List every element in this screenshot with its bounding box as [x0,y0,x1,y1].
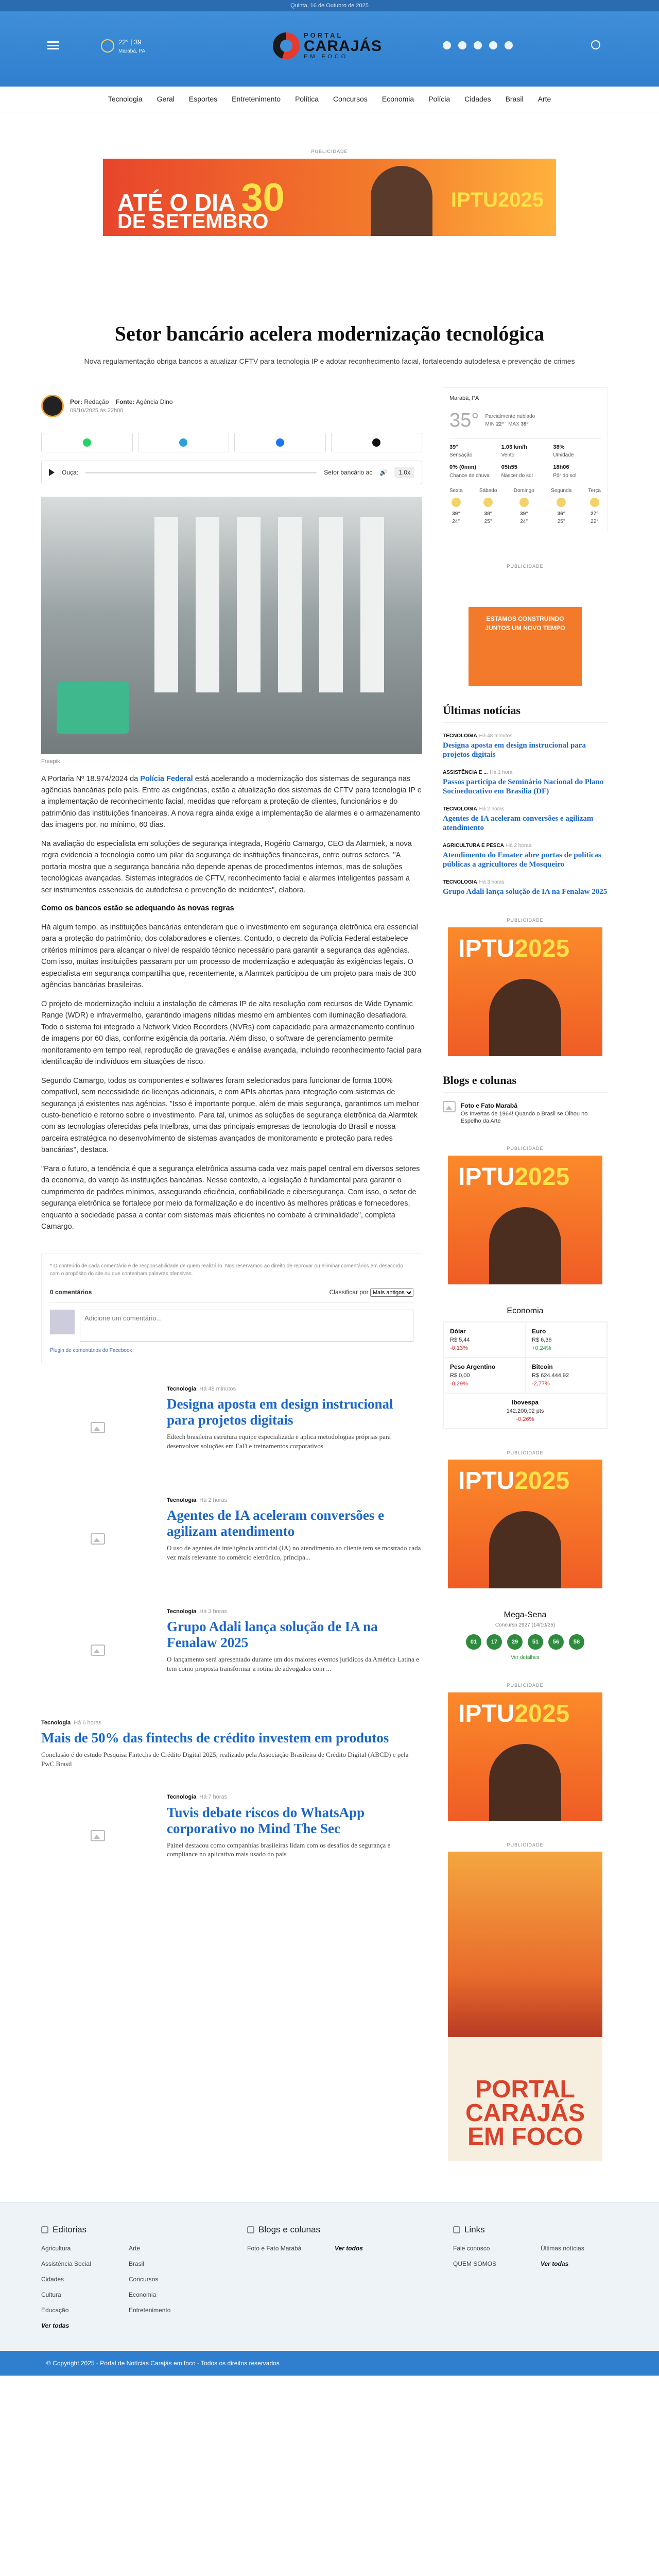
commenter-avatar [50,1310,75,1334]
footer-link[interactable]: Assistência Social [41,2260,91,2267]
latest-item[interactable]: AGRICULTURA E PESCA Há 2 horas Atendimento do Emater abre portas de políticas públicas a agricultores de Mosqueiro [443,843,601,869]
nav-item[interactable]: Entretenimento [232,95,281,103]
play-icon[interactable] [49,469,55,476]
whatsapp-icon [83,438,91,447]
footer-link[interactable]: Economia [129,2291,157,2298]
blog-desc: Os Invertas de 1964! Quando o Brasil se Olhou no Espelho da Arte [460,1110,588,1124]
weather-stats: 39° Sensação 1.03 km/h Vento 38% Umidade 0% (0mm) Chance de chuva 05h55 Nascer do sol 18h06 Pôr do sol [449,438,601,480]
twitter-icon[interactable] [458,41,466,49]
comments-section [41,1253,422,1363]
footer-more-link[interactable]: Ver todos [335,2244,363,2252]
mega-contest: Concurso 2927 (14/10/25) [495,1622,556,1629]
related-excerpt: O lançamento será apresentado durante um dos maiores eventos jurídicos da América Latina e tem como proposta transformar a rotina de advogados com ... [167,1655,419,1672]
paragraph: A Portaria Nº 18.974/2024 da Polícia Federal está acelerando a modernização dos sistemas de segurança nas agências bancárias pelo país. Entre as exigências, estão a atualização dos sistemas de CFTV para tecnologia IP e a implementação de reconhecimento facial, medidas que reforçam a proteção de clientes, funcionários e do patrimônio das instituições financeiras. A nova regra ainda exige a implementação de alarmes e o armazenamento das imagens por, no mínimo, 60 dias. [41,774,422,829]
site-footer [0,2202,659,2351]
photo-caption: Freepik [41,758,60,765]
main-nav [0,87,659,112]
author-avatar [41,395,64,417]
paragraph: Na avaliação do especialista em soluções de segurança integrada, Rogério Camargo, CEO da Alarmtek, a nova regra evidencia a tecnologia como um pilar da segurança de instituições financeiras, entre outros setores. "A portaria mostra que a segurança bancária não depende apenas de procedimentos internos, mas de soluções tecnológicas avançadas. Sistemas integrados de CFTV, reconhecimento facial e alarmes inteligentes passam a ser instrumentos essenciais de autodefesa e prevenção de incidentes", elabora. [41,839,412,894]
weather-city: Marabá, PA [118,48,146,54]
paragraph: "Para o futuro, a tendência é que a segurança eletrônica assuma cada vez mais papel central em diversos setores da economia, do varejo às instituições bancárias. Nesse contexto, a legislação é fundamental para garantir o cumprimento de padrões mínimos, assegurando eficiência, confiabilidade e cibersegurança. Com isso, o setor de segurança eletrônica se fortalece por meio da formalização e do incentivo às melhores práticas e fornecedores, enquanto a sociedade passa a contar com sistemas mais eficientes no combate à criminalidade", completa Camargo. [41,1164,420,1231]
sun-icon [101,39,114,53]
article-date: 09/10/2025 às 22h00 [70,407,124,414]
player-speed[interactable]: 1.0x [394,467,414,478]
x-icon [372,438,380,447]
mega-ball: 01 [466,1634,481,1650]
logo-line2: CARAJÁS [304,38,383,55]
comments-note: * O conteúdo de cada comentário é de responsabilidade de quem realizá-lo. Nos reservamos ao direito de reprovar ou eliminar comentários em desacordo com o propósito do site ou que contenham palavras ofensivas. [50,1262,413,1282]
footer-link[interactable]: Últimas notícias [541,2244,584,2252]
iptu-ad[interactable]: IPTU2025 [448,1460,602,1588]
mega-sena-widget [443,1609,608,1662]
weather-temp: 35° [449,409,479,431]
copyright-text: © Copyright 2025 - Portal de Notícias Carajás em foco - Todos os direitos reservados [46,2359,280,2367]
forecast-icon [590,498,599,507]
mega-ball: 17 [487,1634,502,1650]
facebook-icon [276,438,284,447]
footer-link[interactable]: Arte [129,2244,141,2252]
site-header [0,11,659,87]
byline: Por: Redação Fonte: Agência Dino 09/10/2025 às 22h00 [41,387,422,425]
paragraph: O projeto de modernização incluiu a instalação de câmeras IP de alta resolução com recursos de Wide Dynamic Range (WDR) e infravermelho, garantindo imagens nítidas mesmo em ambientes com iluminação desafiadora. Todo o sistema foi integrado a Network Video Recorders (NVRs) com capacidade para armazenamento contínuo de imagens por 60 dias, conforme exigência da portaria. Além disso, o software de gerenciamento permite monitoramento em tempo real, reprodução de gravações e análise avançada, incluindo reconhecimento facial para identificação de indivíduos em situações de risco. [41,999,422,1066]
forecast-icon [557,498,566,507]
whatsapp-icon[interactable] [505,41,513,49]
mega-ball: 51 [528,1634,543,1650]
ad-person-image [489,1744,561,1821]
telegram-icon [179,438,187,447]
related-excerpt: Conclusão é do estudo Pesquisa Fintechs de Crédito Digital 2025, realizado pela Associação Brasileira de Crédito Digital (ABCD) e pela PwC Brasil [41,1751,409,1768]
related-excerpt: Painel destacou como companhias brasileiras lidam com os desafios de segurança e compliance no aplicativo mais usado do país [167,1841,391,1858]
facebook-icon[interactable] [443,41,451,49]
nav-item[interactable]: Esportes [188,95,218,103]
iptu-ad[interactable]: IPTU2025 [448,1156,602,1284]
sidebar: Marabá, PA 35° Parcialmente nublado MIN 22° MAX 39° 39° Sensação 1.03 km/h Vento 38% Umidade 0% (0mm) Chance de chuva 05h55 Nascer do sol 18h06 Pôr do sol Sexta 39° 24° Sábado 38° 25° Domingo 39° 24° Segunda 36° 25° Terça 27° 22° PUBLICIDADE ESTAMOS CONSTRUINDO JUNTOS UM NOVO TEMPO Últimas notícias TECNOLOGIA Há 48 minutos Designa aposta em design instrucional para projetos digitais ASSISTÊNCIA E ... Há 1 hora Passos participa de Seminário Nacional do Plano Socioeducativo em Brasília (DF) TECNOLOGIA Há 2 horas Agentes de IA aceleram conversões e agilizam atendimento AGRICULTURA E PESCA Há 2 horas Atendimento do Emater abre portas de políticas públicas a agricultores de Mosqueiro TECNOLOGIA Há 3 horas Grupo Adali lança solução de IA na Fenalaw 2025 PUBLICIDADE IPTU2025 Blogs e colunas Foto e Fato Marabá Os Invertas de 1964! Quando o Brasil se Olhou no Espelho da Arte PUBLICIDADE IPTU2025 Economia Dólar R$ 5,44 -0,13% Euro R$ 6,36 +0,24% Peso Argentino R$ 0,00 -0,29% Bitcoin R$ 624.444,92 -2,77% Ibovespa 142.200,02 pts -0,26% PUBLICIDADE IPTU2025 Mega-Sena Concurso 2927 (14/10/25) 01 17 29 51 56 58 Ver detalhes PUBLICIDADE IPTU2025 PUBLICIDADE PORTAL CARAJÁS EM FOCO [443,387,608,2161]
footer-link[interactable]: Concursos [129,2275,159,2283]
image-placeholder-icon [91,1533,105,1545]
mega-ball: 29 [507,1634,523,1650]
footer-links: Links Fale conosco Últimas notícias QUEM SOMOS Ver todas [453,2223,628,2330]
comments-count: 0 comentários [50,1288,92,1296]
volume-icon[interactable]: 🔊 [379,469,388,476]
sidebar-ad[interactable]: PUBLICIDADE ESTAMOS CONSTRUINDO JUNTOS UM NOVO TEMPO [443,563,608,687]
header-weather[interactable]: 22° | 39 Marabá, PA [101,37,145,55]
iptu-ad[interactable]: IPTU2025 [448,1692,602,1821]
share-buttons [41,433,422,452]
article-subheading: Como os bancos estão se adequando às novas regras [41,904,234,913]
instagram-icon[interactable] [474,41,482,49]
search-icon[interactable] [591,40,600,49]
footer-link[interactable]: Foto e Fato Marabá [247,2244,302,2252]
nav-item[interactable]: Tecnologia [108,95,143,103]
current-date: Quinta, 16 de Outubro de 2025 [290,3,369,9]
weather-forecast: Sexta 39° 24° Sábado 38° 25° Domingo 39° 24° Segunda 36° 25° Terça 27° 22° [449,487,601,524]
forecast-icon [483,498,493,507]
related-item[interactable]: Tecnologia Há 48 minutos Designa aposta em design instrucional para projetos digitais Edtech brasileira estrutura equipe especializada e aplica metodologias próprias para desenvolver soluções em EaD e treinamentos corporativos [41,1384,422,1471]
youtube-icon[interactable] [489,41,497,49]
footer-link[interactable]: Cidades [41,2275,64,2283]
thumbnail [41,1384,154,1471]
blogs-title: Blogs e colunas [443,1072,608,1093]
related-item[interactable]: Tecnologia Há 7 horas Tuvis debate riscos do WhatsApp corporativo no Mind The Sec Painel destacou como companhias brasileiras lidam com os desafios de segurança e compliance no aplicativo mais usado do país [41,1792,422,1879]
portal-tall-ad[interactable] [448,1852,602,2161]
share-x-button[interactable] [331,433,423,452]
economy-widget: Economia Dólar R$ 5,44 -0,13% Euro R$ 6,36 +0,24% Peso Argentino R$ 0,00 -0,29% Bitcoin R$ 624.444,92 -2,77% Ibovespa 142.200,02 pts -0,26% [443,1305,608,1429]
related-title[interactable]: Agentes de IA aceleram conversões e agilizam atendimento [167,1507,385,1539]
thumbnail [41,1792,154,1879]
ad-label: PUBLICIDADE [311,149,348,154]
footer-link[interactable]: Brasil [129,2260,145,2267]
blog-icon [247,2226,254,2233]
related-excerpt: Edtech brasileira estrutura equipe especializada e aplica metodologias próprias para desenvolver soluções em EaD e treinamentos corporativos [167,1433,391,1450]
weather-max: 39 [134,38,142,46]
footer-link[interactable]: QUEM SOMOS [453,2260,497,2267]
logo-line3: EM FOCO [304,54,349,60]
article-heading [0,298,659,387]
article-main [41,387,422,2161]
player-title: Setor bancário ac [324,469,373,476]
logo-line1: PORTAL [304,31,343,39]
blog-name: Foto e Fato Marabá [460,1101,517,1109]
latest-item[interactable]: TECNOLOGIA Há 2 horas Agentes de IA aceleram conversões e agilizam atendimento [443,806,594,832]
player-label: Ouça: [62,469,79,476]
related-title[interactable]: Mais de 50% das fintechs de crédito investem em produtos [41,1730,389,1746]
mega-details-link[interactable]: Ver detalhes [511,1655,540,1661]
nav-item[interactable]: Brasil [505,95,524,103]
footer-link[interactable]: Agricultura [41,2244,71,2252]
image-placeholder-icon [443,1101,456,1112]
nav-item[interactable]: Arte [537,95,551,103]
paragraph: Há algum tempo, as instituições bancárias entenderam que o investimento em segurança eletrônica era essencial para a proteção do patrimônio, dos colaboradores e clientes. Contudo, o decreto da Polícia Federal estabelece critérios mínimos para alcançar o nível de respaldo técnico necessário para garantir a segurança das agências. Com isso, muitas instituições passaram por um processo de modernização e adequação às exigências legais. O especialista em segurança compartilha que, recentemente, a Alarmtek participou de um projeto para mais de 300 agências bancárias brasileiras. [41,923,418,990]
nav-item[interactable]: Cidades [464,95,491,103]
related-item[interactable]: Tecnologia Há 3 horas Grupo Adali lança solução de IA na Fenalaw 2025 O lançamento será apresentado durante um dos maiores eventos jurídicos da América Latina e tem como proposta transformar a rotina de advogados com ... [41,1606,422,1694]
ad-person-image [489,979,561,1056]
sidebar-ad-text: ESTAMOS CONSTRUINDO JUNTOS UM NOVO TEMPO [485,615,565,632]
sort-select[interactable] [370,1289,413,1297]
player-progress[interactable] [85,472,317,473]
latest-news-title: Últimas notícias [443,702,608,723]
footer-link[interactable]: Fale conosco [453,2244,490,2252]
nav-item[interactable]: Polícia [428,95,450,103]
footer-blogs: Blogs e colunas Foto e Fato Marabá Ver todos [247,2223,422,2330]
economy-title: Economia [507,1306,544,1315]
ad-line1: ATÉ O DIA 30 [117,175,285,219]
image-placeholder-icon [91,1645,105,1656]
ad-line2: DE SETEMBRO [117,210,269,233]
article-subtitle: Nova regulamentação obriga bancos a atualizar CFTV para tecnologia IP e adotar reconhecimento facial, fortalecendo autodefesa e prevenção de crimes [84,357,575,365]
image-placeholder-icon [91,1830,105,1841]
nav-item[interactable]: Política [295,95,319,103]
ad-person-image [489,1511,561,1588]
top-date-bar [0,0,659,11]
author-name: Redação [84,398,109,405]
ad-person-image [489,1207,561,1284]
weather-widget: Marabá, PA 35° Parcialmente nublado MIN 22° MAX 39° 39° Sensação 1.03 km/h Vento 38% Umidade 0% (0mm) Chance de chuva 05h55 Nascer do sol 18h06 Pôr do sol Sexta 39° 24° Sábado 38° 25° Domingo 39° 24° Segunda 36° 25° Terça 27° 22° [443,387,608,532]
thumbnail [41,1606,154,1694]
related-title[interactable]: Grupo Adali lança solução de IA na Fenalaw 2025 [167,1619,378,1651]
nav-item[interactable]: Economia [381,95,414,103]
latest-item[interactable]: ASSISTÊNCIA E ... Há 1 hora Passos participa de Seminário Nacional do Plano Socioeducativo em Brasília (DF) [443,770,604,795]
related-title[interactable]: Tuvis debate riscos do WhatsApp corporativo no Mind The Sec [167,1804,365,1836]
footer-link[interactable]: Entretenimento [129,2306,171,2314]
link-icon [453,2226,460,2233]
weather-location: Marabá, PA [449,395,479,401]
weather-now: 22° [118,38,129,46]
forecast-icon [519,498,529,507]
tall-ad-text: PORTAL CARAJÁS EM FOCO [465,2076,585,2150]
footer-more-link[interactable]: Ver todas [41,2321,70,2329]
ad-day: 30 [241,175,285,219]
mega-title: Mega-Sena [504,1611,547,1620]
related-item[interactable]: Tecnologia Há 2 horas Agentes de IA aceleram conversões e agilizam atendimento O uso de agentes de inteligência artificial (IA) no atendimento ao cliente tem se mostrado cada vez mais relevante no comércio eletrônico, principa... [41,1495,422,1583]
sort-label: Classificar por [329,1288,369,1296]
share-facebook-button[interactable] [234,433,326,452]
related-item[interactable]: Tecnologia Há 6 horas Mais de 50% das fintechs de crédito investem em produtos Conclusão é do estudo Pesquisa Fintechs de Crédito Digital 2025, realizado pela Associação Brasileira de Crédito Digital (ABCD) e pela PwC Brasil [41,1718,422,1769]
nav-item[interactable]: Concursos [333,95,368,103]
mega-ball: 58 [569,1634,584,1650]
nav-item[interactable]: Geral [157,95,175,103]
grid-icon [41,2226,48,2233]
mega-ball: 56 [548,1634,564,1650]
footer-editorias: Editorias Agricultura Arte Assistência Social Brasil Cidades Concursos Cultura Economia Educação Entretenimento Ver todas [41,2223,216,2330]
site-logo[interactable] [273,32,382,60]
policia-federal-link[interactable]: Polícia Federal [140,774,193,783]
top-ad-area [0,112,659,298]
related-news [41,1384,422,1880]
paragraph: Segundo Camargo, todos os componentes e softwares foram selecionados para funcionar de forma 100% compatível, sem necessidade de licenças adicionais, e com APIs abertas para integração com sistemas de segurança já existentes nas agências. "Isso é importante porque, além de mais segurança, garantimos um melhor custo-benefício e retorno sobre o investimento. Para tal, unimos as soluções de segurança eletrônica da Alarmtek com as tecnologias oferecidas pela Intelbras, uma das principais empresas de tecnologia do Brasil e nossa parceira estratégica no desenvolvimento de sistemas avançados de monitoramento e proteção para redes bancárias", destaca. [41,1076,419,1155]
content-layout [41,387,618,2161]
ad-person-image [371,166,432,236]
forecast-icon [452,498,461,507]
image-placeholder-icon [91,1422,105,1433]
menu-icon[interactable] [47,41,59,49]
share-whatsapp-button[interactable] [41,433,133,452]
facebook-plugin-link[interactable]: Plugin de comentários do Facebook [50,1347,132,1353]
article-body [41,773,422,1233]
article-source: Agência Dino [136,398,173,405]
comment-input[interactable] [80,1310,413,1342]
footer-link[interactable]: Cultura [41,2291,61,2298]
photo-counter-desk [57,682,129,734]
footer-more-link[interactable]: Ver todas [541,2260,569,2267]
article-title: Setor bancário acelera modernização tecnológica [114,322,545,345]
top-ad-banner[interactable] [103,159,556,236]
related-excerpt: O uso de agentes de inteligência artificial (IA) no atendimento ao cliente tem se mostrado cada vez mais relevante no comércio eletrônico, principa... [167,1544,421,1561]
footer-link[interactable]: Educação [41,2306,69,2314]
blog-item[interactable] [443,1101,608,1125]
latest-item[interactable]: TECNOLOGIA Há 48 minutos Designa aposta em design instrucional para projetos digitais [443,733,586,759]
ad-iptu: IPTU2025 [450,188,544,211]
article-photo [41,497,422,754]
social-links [443,41,513,49]
weather-desc: Parcialmente nublado [485,414,535,419]
related-title[interactable]: Designa aposta em design instrucional para projetos digitais [167,1396,393,1428]
copyright-bar [0,2351,659,2376]
share-telegram-button[interactable] [138,433,230,452]
latest-item[interactable]: TECNOLOGIA Há 3 horas Grupo Adali lança solução de IA na Fenalaw 2025 [443,879,608,896]
audio-player [41,461,422,484]
logo-mark-icon [273,32,300,59]
thumbnail [41,1495,154,1583]
iptu-ad[interactable]: IPTU2025 [448,927,602,1056]
